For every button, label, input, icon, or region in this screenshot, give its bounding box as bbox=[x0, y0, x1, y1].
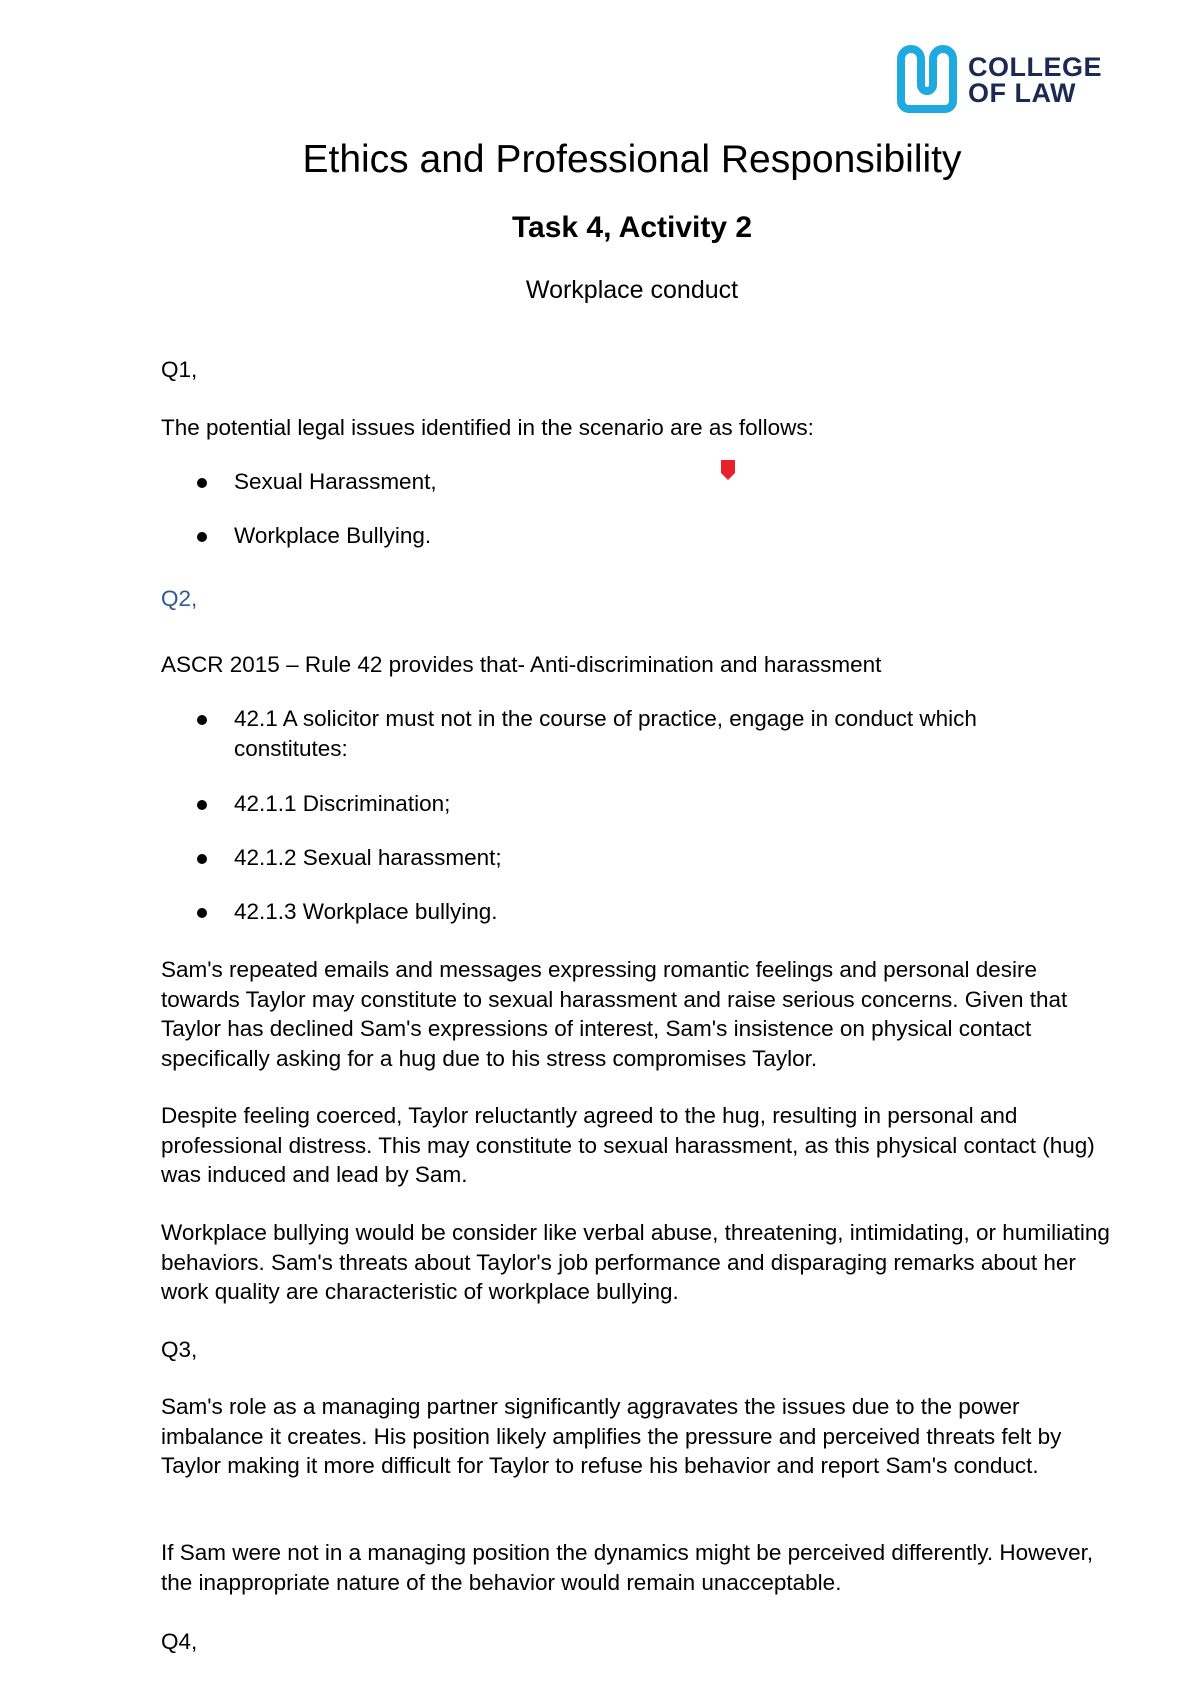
bullet-icon bbox=[197, 800, 207, 810]
bullet-icon bbox=[197, 532, 207, 542]
logo-line-2: OF LAW bbox=[968, 78, 1076, 108]
q1-intro: The potential legal issues identified in the scenario are as follows: bbox=[161, 415, 814, 440]
q1-bullet-1: Sexual Harassment, bbox=[234, 469, 437, 494]
rule-42-1-2: 42.1.2 Sexual harassment; bbox=[234, 845, 502, 870]
bullet-icon bbox=[197, 854, 207, 864]
rule-42-1: 42.1 A solicitor must not in the course of practice, engage in conduct which constitutes: bbox=[234, 706, 977, 761]
task-heading: Task 4, Activity 2 bbox=[511, 211, 753, 244]
q2-intro: ASCR 2015 – Rule 42 provides that- Anti-discrimination and harassment bbox=[161, 652, 882, 677]
comment-marker-icon[interactable] bbox=[720, 459, 736, 481]
bullet-icon bbox=[197, 478, 207, 488]
document-subtitle: Workplace conduct bbox=[525, 276, 739, 304]
rule-42-1-1: 42.1.1 Discrimination; bbox=[234, 791, 451, 816]
q2-paragraph-1: Sam's repeated emails and messages expressing romantic feelings and personal desire towards Taylor may constitute to sexual harassment and raise serious concerns. Given that Taylor has declined Sam's expressions of interest, Sam's insistence on physical contact specifically asking for a hug due to his stress compromises Taylor. bbox=[161, 957, 1068, 1071]
q2-label: Q2, bbox=[161, 586, 198, 611]
bullet-icon bbox=[197, 908, 207, 918]
college-of-law-logo-mark bbox=[893, 45, 961, 115]
q3-label: Q3, bbox=[161, 1337, 198, 1362]
q1-label: Q1, bbox=[161, 357, 198, 382]
q2-paragraph-3: Workplace bullying would be consider like verbal abuse, threatening, intimidating, or humiliating behaviors. Sam's threats about Taylor's job performance and disparaging remarks about her work quality are characteristic of workplace bullying. bbox=[161, 1220, 1110, 1304]
q1-bullet-2: Workplace Bullying. bbox=[234, 523, 432, 548]
q4-label: Q4, bbox=[161, 1629, 198, 1654]
college-of-law-logo bbox=[893, 45, 1103, 115]
rule-42-1-3: 42.1.3 Workplace bullying. bbox=[234, 899, 498, 924]
logo-line-1: COLLEGE bbox=[968, 52, 1103, 82]
document-title: Ethics and Professional Responsibility bbox=[302, 138, 962, 181]
bullet-icon bbox=[197, 715, 207, 725]
q3-paragraph-2: If Sam were not in a managing position the dynamics might be perceived differently. However, the inappropriate nature of the behavior would remain unacceptable. bbox=[161, 1540, 1094, 1595]
q2-paragraph-2: Despite feeling coerced, Taylor reluctantly agreed to the hug, resulting in personal and professional distress. This may constitute to sexual harassment, as this physical contact (hug) was induced and lead by Sam. bbox=[161, 1103, 1095, 1187]
q3-paragraph-1: Sam's role as a managing partner significantly aggravates the issues due to the power imbalance it creates. His position likely amplifies the pressure and perceived threats felt by Taylor making it more difficult for Taylor to refuse his behavior and report Sam's conduct. bbox=[161, 1394, 1062, 1478]
